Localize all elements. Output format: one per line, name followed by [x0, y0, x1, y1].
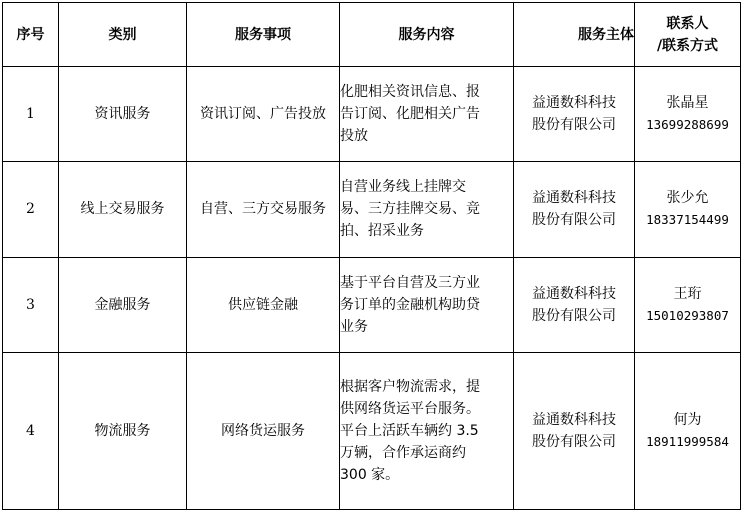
header-row — [3, 3, 741, 67]
content-line: 基于平台自营及三方业 — [340, 274, 480, 291]
table-row — [3, 67, 741, 162]
header-subject: 服务主体 — [514, 3, 635, 67]
row-item: 资讯订阅、广告投放 — [187, 67, 340, 162]
row-subject — [514, 67, 635, 162]
header-contact-line2: /联系方式 — [656, 37, 719, 54]
subject-line: 益通数科科技 — [532, 285, 616, 302]
row-category: 物流服务 — [59, 352, 187, 509]
service-table — [2, 2, 741, 510]
row-content — [340, 67, 514, 162]
header-category: 类别 — [59, 3, 187, 67]
contact-phone: 18337154499 — [646, 212, 729, 228]
row-index: 3 — [3, 257, 59, 352]
row-contact — [635, 162, 741, 257]
table-row — [3, 352, 741, 509]
content-line: 300 家。 — [340, 466, 400, 483]
header-index: 序号 — [3, 3, 59, 67]
row-content — [340, 352, 514, 509]
contact-name: 张晶星 — [666, 95, 709, 112]
row-contact — [635, 352, 741, 509]
row-category: 线上交易服务 — [59, 162, 187, 257]
row-subject — [514, 257, 635, 352]
row-contact — [635, 257, 741, 352]
row-index: 1 — [3, 67, 59, 162]
content-line: 投放 — [340, 128, 368, 145]
content-line: 拍、招采业务 — [340, 223, 424, 240]
content-line: 万辆，合作承运商约 — [340, 444, 466, 461]
content-line: 平台上活跃车辆约 3.5 — [340, 422, 479, 439]
subject-line: 股份有限公司 — [532, 433, 616, 450]
content-line: 易、三方挂牌交易、竞 — [340, 201, 480, 218]
row-item: 网络货运服务 — [187, 352, 340, 509]
contact-name: 张少允 — [666, 190, 709, 207]
header-content: 服务内容 — [340, 3, 514, 67]
subject-line: 益通数科科技 — [532, 411, 616, 428]
subject-line: 股份有限公司 — [532, 117, 616, 134]
row-subject — [514, 162, 635, 257]
row-subject — [514, 352, 635, 509]
contact-name: 王珩 — [673, 285, 702, 302]
header-contact — [635, 3, 741, 67]
content-line: 告订阅、化肥相关广告 — [340, 106, 480, 123]
row-item: 供应链金融 — [187, 257, 340, 352]
row-contact — [635, 67, 741, 162]
subject-line: 益通数科科技 — [532, 190, 616, 207]
contact-phone: 13699288699 — [646, 117, 729, 133]
row-content — [340, 257, 514, 352]
row-index: 4 — [3, 352, 59, 509]
contact-name: 何为 — [673, 411, 702, 428]
content-line: 业务 — [340, 318, 368, 335]
header-item: 服务事项 — [187, 3, 340, 67]
subject-line: 益通数科科技 — [532, 95, 616, 112]
content-line: 化肥相关资讯信息、报 — [340, 84, 480, 101]
header-contact-line1: 联系人 — [666, 15, 709, 32]
row-category: 金融服务 — [59, 257, 187, 352]
row-item: 自营、三方交易服务 — [187, 162, 340, 257]
content-line: 供网络货运平台服务。 — [340, 400, 480, 417]
subject-line: 股份有限公司 — [532, 307, 616, 324]
contact-phone: 15010293807 — [646, 307, 729, 323]
content-line: 自营业务线上挂牌交 — [340, 179, 466, 196]
content-line: 务订单的金融机构助贷 — [340, 296, 480, 313]
row-index: 2 — [3, 162, 59, 257]
content-line: 根据客户物流需求，提 — [340, 378, 480, 395]
table-row — [3, 257, 741, 352]
row-content — [340, 162, 514, 257]
subject-line: 股份有限公司 — [532, 212, 616, 229]
row-category: 资讯服务 — [59, 67, 187, 162]
contact-phone: 18911999584 — [646, 433, 729, 449]
table-row — [3, 162, 741, 257]
